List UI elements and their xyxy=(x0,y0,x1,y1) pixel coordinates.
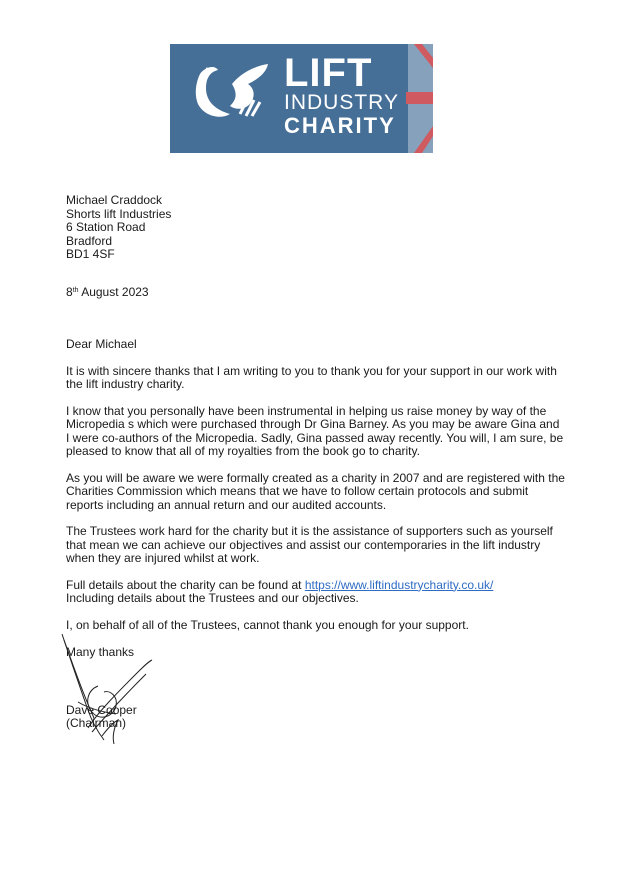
paragraph-registration: As you will be aware we were formally created as a charity in 2007 and are registered with the Charities Commission which means that we have to follow certain protocols and submit reports including an annual return and our audited accounts. xyxy=(66,470,565,512)
paragraph-closing-thanks: I, on behalf of all of the Trustees, cannot thank you enough for your support. xyxy=(66,617,469,632)
letter-body xyxy=(66,194,566,730)
lift-industry-charity-logo xyxy=(170,44,433,153)
recipient-street: 6 Station Road xyxy=(66,220,146,234)
recipient-postcode: BD1 4SF xyxy=(66,247,115,261)
paragraph-details xyxy=(66,579,566,606)
paragraph-thanks: It is with sincere thanks that I am writing to you to thank you for your support in our work with the lift industry charity. xyxy=(66,363,557,391)
details-prefix: Full details about the charity can be found at xyxy=(66,577,305,592)
logo-industry: INDUSTRY xyxy=(284,91,399,114)
signature-block xyxy=(66,660,566,730)
recipient-address xyxy=(66,194,566,262)
salutation: Dear Michael xyxy=(66,337,137,351)
paragraph-micropedia: I know that you personally have been instrumental in helping us raise money by way of the Micropedia s which were purchased through Dr Gina Barney. As you may be aware Gina and I were co-authors of the Micropedia. Sadly, Gina passed away recently. You will, I am sure, be pleased to know that all of my royalties from the book go to charity. xyxy=(66,403,564,458)
recipient-city: Bradford xyxy=(66,233,113,248)
date-suffix: th xyxy=(72,286,79,294)
logo-text xyxy=(284,51,399,138)
logo-charity: CHARITY xyxy=(284,113,396,138)
recipient-company: Shorts lift Industries xyxy=(66,206,172,221)
handwritten-signature xyxy=(58,632,178,752)
details-suffix: Including details about the Trustees and our objectives. xyxy=(66,591,359,605)
signatory-role: (Chairman) xyxy=(66,715,127,730)
paragraph-trustees: The Trustees work hard for the charity but it is the assistance of supporters such as yourself that mean we can achieve our objectives and assist our contemporaries in the lift industry when they are injured whilst at work. xyxy=(66,524,553,565)
letter-date xyxy=(66,286,566,300)
date-day: 8 xyxy=(66,284,73,299)
charity-website-link[interactable]: https://www.liftindustrycharity.co.uk/ xyxy=(304,577,494,592)
date-rest: August 2023 xyxy=(78,284,149,299)
recipient-name: Michael Craddock xyxy=(66,193,163,207)
signatory-name: Dave Cooper xyxy=(66,702,137,717)
logo-lift: LIFT xyxy=(284,51,373,95)
sign-off xyxy=(66,646,566,730)
closing-text: Many thanks xyxy=(66,645,135,659)
